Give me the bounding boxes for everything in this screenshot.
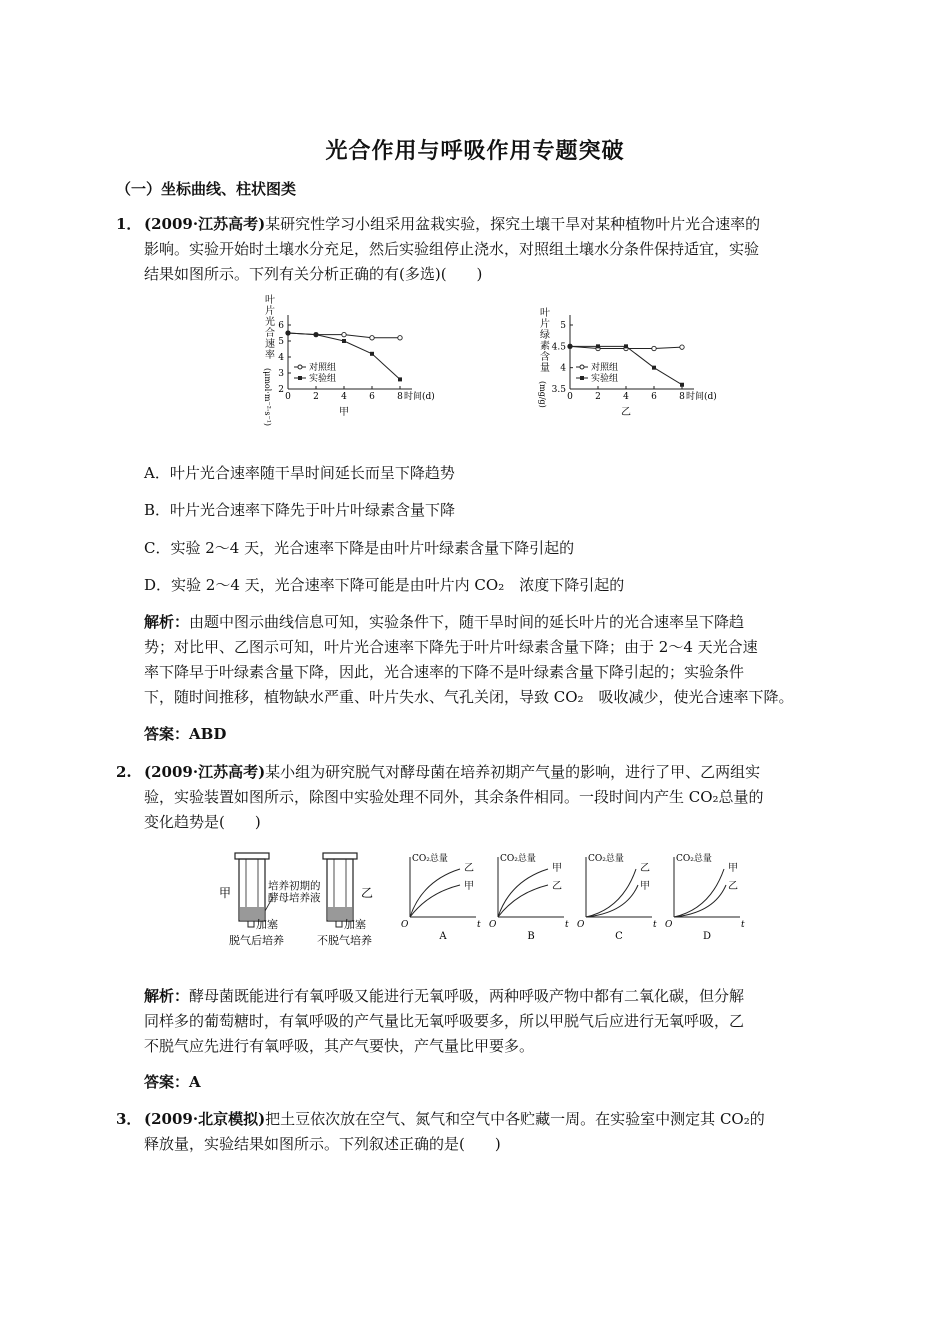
- x-tick-label: 6: [369, 392, 375, 402]
- y-axis-label-char: 速: [265, 339, 275, 350]
- x-axis-label: t: [653, 920, 657, 930]
- curve-label: 乙: [552, 881, 562, 892]
- y-tick-label: 4.5: [551, 342, 566, 353]
- option-c: C．实验 2～4 天，光合速率下降是由叶片叶绿素含量下降引起的: [144, 539, 575, 557]
- callout-line-2: 酵母培养液: [268, 892, 321, 904]
- x-axis-label: t: [477, 920, 481, 930]
- y-axis-label-char: 素: [540, 341, 550, 352]
- y-axis-label-char: 片: [265, 306, 275, 317]
- question-number: 1．: [116, 215, 142, 233]
- question-2: [116, 760, 816, 835]
- curve-upper: [586, 869, 636, 917]
- y-axis-label-char: 光: [265, 317, 275, 328]
- y-tick-label: 5: [278, 337, 284, 347]
- question-source: (2009·江苏高考): [144, 215, 266, 233]
- option-graph-label: C: [615, 931, 623, 942]
- question-text: 结果如图所示。下列有关分析正确的有(多选)( ): [144, 265, 483, 283]
- curve-lower: [674, 885, 726, 917]
- option-graph-label: A: [439, 931, 447, 942]
- origin-label: O: [665, 920, 673, 930]
- y-axis-label-char: 叶: [540, 308, 550, 319]
- answer-value: A: [189, 1073, 201, 1091]
- option-graph-label: D: [702, 931, 712, 942]
- y-axis-label: CO₂总量: [588, 854, 624, 864]
- chart-caption: 乙: [621, 407, 631, 418]
- y-tick-label: 4: [278, 353, 284, 363]
- x-axis-label: t: [741, 920, 745, 930]
- y-tick-label: 3: [278, 369, 284, 379]
- analysis-text: 势；对比甲、乙图示可知，叶片光合速率下降先于叶片叶绿素含量下降；由于 2～4 天光合速: [144, 638, 758, 656]
- x-tick-label: 6: [651, 392, 657, 402]
- curve-lower: [586, 885, 638, 917]
- curve-upper: [410, 869, 460, 917]
- y-axis-unit: (μmol·m⁻²·s⁻¹): [263, 368, 272, 427]
- curve-label: 甲: [552, 863, 562, 874]
- answer-1: [144, 722, 816, 747]
- question-text: 某小组为研究脱气对酵母菌在培养初期产气量的影响，进行了甲、乙两组实: [265, 763, 761, 781]
- legend-label: 实验组: [309, 374, 337, 384]
- option-graph-label: B: [527, 931, 535, 942]
- y-axis-label-char: 率: [265, 350, 275, 361]
- answer-label: 答案：: [144, 725, 190, 743]
- x-tick-label: 4: [623, 392, 629, 402]
- legend-marker: [298, 376, 302, 380]
- section-heading: （一）坐标曲线、柱状图类: [116, 180, 297, 198]
- data-point: [398, 336, 402, 340]
- question-number: 2.: [116, 763, 132, 781]
- y-axis-label-char: 量: [540, 363, 550, 374]
- x-tick-label: 8: [679, 392, 685, 402]
- question-text: 释放量，实验结果如图所示。下列叙述正确的是( ): [144, 1135, 501, 1153]
- x-tick-label: 0: [285, 392, 291, 402]
- series-line: [570, 346, 682, 384]
- analysis-text: 率下降早于叶绿素含量下降，因此，光合速率的下降不是叶绿素含量下降引起的；实验条件: [144, 663, 745, 681]
- option-graphs: [398, 845, 758, 945]
- question-text: 变化趋势是( ): [144, 813, 261, 831]
- answer-2: [144, 1070, 816, 1095]
- tube-jia: [235, 853, 269, 927]
- question-number: 3．: [116, 1110, 142, 1128]
- analysis-text: 不脱气应先进行有氧呼吸，其产气要快，产气量比甲要多。: [144, 1037, 535, 1055]
- analysis-text: 下，随时间推移，植物缺水严重、叶片失水、气孔关闭，导致 CO₂ 吸收减少，使光合速率下降。: [144, 688, 794, 706]
- y-axis-unit: (mg/g): [538, 381, 547, 408]
- curve-label: 甲: [728, 863, 738, 874]
- data-point: [370, 336, 374, 340]
- question-source: (2009·江苏高考): [144, 763, 266, 781]
- chart-caption: 甲: [339, 407, 349, 418]
- curve-label: 乙: [640, 863, 650, 874]
- analysis-text: 同样多的葡萄糖时，有氧呼吸的产气量比无氧呼吸要多，所以甲脱气后应进行无氧呼吸，乙: [144, 1012, 745, 1030]
- legend-label: 对照组: [591, 363, 619, 373]
- legend-label: 实验组: [591, 374, 619, 384]
- page-title: 光合作用与呼吸作用专题突破: [325, 138, 625, 164]
- question-3: [116, 1107, 816, 1157]
- y-axis-label-char: 片: [540, 319, 550, 330]
- y-axis-label-char: 含: [540, 352, 550, 363]
- chart-jia: [255, 293, 455, 433]
- y-axis-label-char: 叶: [265, 295, 275, 306]
- y-tick-label: 4: [560, 363, 566, 374]
- tube-yi: [323, 853, 357, 927]
- question-text: 验，实验装置如图所示，除图中实验处理不同外，其余条件相同。一段时间内产生 CO₂总量的: [144, 788, 764, 806]
- question-source: (2009·北京模拟): [144, 1110, 266, 1128]
- curve-upper: [498, 869, 548, 917]
- chart-yi: [530, 306, 730, 436]
- legend-marker: [298, 365, 302, 369]
- analysis-label: 解析：: [144, 987, 190, 1005]
- x-axis-label: 时间(d): [404, 392, 435, 402]
- legend-marker: [580, 376, 584, 380]
- y-axis-label-char: 绿: [540, 330, 550, 341]
- analysis-2: [144, 984, 816, 1059]
- option-b: B．叶片光合速率下降先于叶片叶绿素含量下降: [144, 501, 456, 519]
- question-text: 把土豆依次放在空气、氮气和空气中各贮藏一周。在实验室中测定其 CO₂的: [265, 1110, 765, 1128]
- y-tick-label: 2: [278, 385, 284, 395]
- question-1: [116, 212, 816, 287]
- data-point: [398, 377, 402, 381]
- y-tick-label: 5: [560, 321, 566, 331]
- y-tick-label: 6: [278, 321, 284, 331]
- caption-jia: 脱气后培养: [229, 934, 284, 947]
- x-axis-label: 时间(d): [686, 392, 717, 402]
- y-axis-label: CO₂总量: [500, 854, 536, 864]
- data-point: [596, 344, 600, 348]
- y-axis-label: CO₂总量: [676, 854, 712, 864]
- callout-line-1: 培养初期的: [268, 880, 321, 892]
- x-axis-label: t: [565, 920, 569, 930]
- x-tick-label: 2: [595, 392, 601, 402]
- curve-label: 乙: [728, 881, 738, 892]
- curve-label: 乙: [464, 863, 474, 874]
- label-jia: 甲: [219, 886, 232, 900]
- y-axis-label: CO₂总量: [412, 854, 448, 864]
- y-axis-label-char: 合: [265, 328, 275, 339]
- data-point: [342, 339, 346, 343]
- curve-upper: [674, 869, 724, 917]
- option-d: D．实验 2～4 天，光合速率下降可能是由叶片内 CO₂ 浓度下降引起的: [144, 576, 625, 594]
- answer-label: 答案：: [144, 1073, 190, 1091]
- question-text: 影响。实验开始时土壤水分充足，然后实验组停止浇水，对照组土壤水分条件保持适宜，实验: [144, 240, 760, 258]
- seal-label: 加塞: [256, 918, 278, 931]
- data-point: [286, 331, 290, 335]
- seal-label: 加塞: [344, 918, 366, 931]
- analysis-label: 解析：: [144, 613, 190, 631]
- data-point: [680, 345, 684, 349]
- data-point: [624, 344, 628, 348]
- data-point: [342, 332, 346, 336]
- data-point: [652, 366, 656, 370]
- x-tick-label: 0: [567, 392, 573, 402]
- curve-label: 甲: [640, 881, 650, 892]
- x-tick-label: 4: [341, 392, 347, 402]
- origin-label: O: [489, 920, 497, 930]
- y-tick-label: 3.5: [551, 385, 566, 395]
- analysis-text: 由题中图示曲线信息可知，实验条件下，随干旱时间的延长叶片的光合速率呈下降趋: [189, 613, 745, 631]
- data-point: [652, 346, 656, 350]
- data-point: [568, 344, 572, 348]
- data-point: [680, 383, 684, 387]
- caption-yi: 不脱气培养: [317, 934, 372, 947]
- legend-label: 对照组: [309, 363, 337, 373]
- origin-label: O: [577, 920, 585, 930]
- x-tick-label: 2: [313, 392, 319, 402]
- data-point: [314, 333, 318, 337]
- question-text: 某研究性学习小组采用盆栽实验，探究土壤干旱对某种植物叶片光合速率的: [265, 215, 761, 233]
- option-a: A．叶片光合速率随干旱时间延长而呈下降趋势: [144, 464, 455, 482]
- analysis-1: [144, 610, 816, 710]
- data-point: [370, 352, 374, 356]
- apparatus-figure: [215, 847, 385, 952]
- answer-value: ABD: [189, 725, 227, 743]
- analysis-text: 酵母菌既能进行有氧呼吸又能进行无氧呼吸，两种呼吸产物中都有二氧化碳，但分解: [189, 987, 745, 1005]
- legend-marker: [580, 365, 584, 369]
- origin-label: O: [401, 920, 409, 930]
- curve-label: 甲: [464, 881, 474, 892]
- x-tick-label: 8: [397, 392, 403, 402]
- label-yi: 乙: [361, 886, 374, 900]
